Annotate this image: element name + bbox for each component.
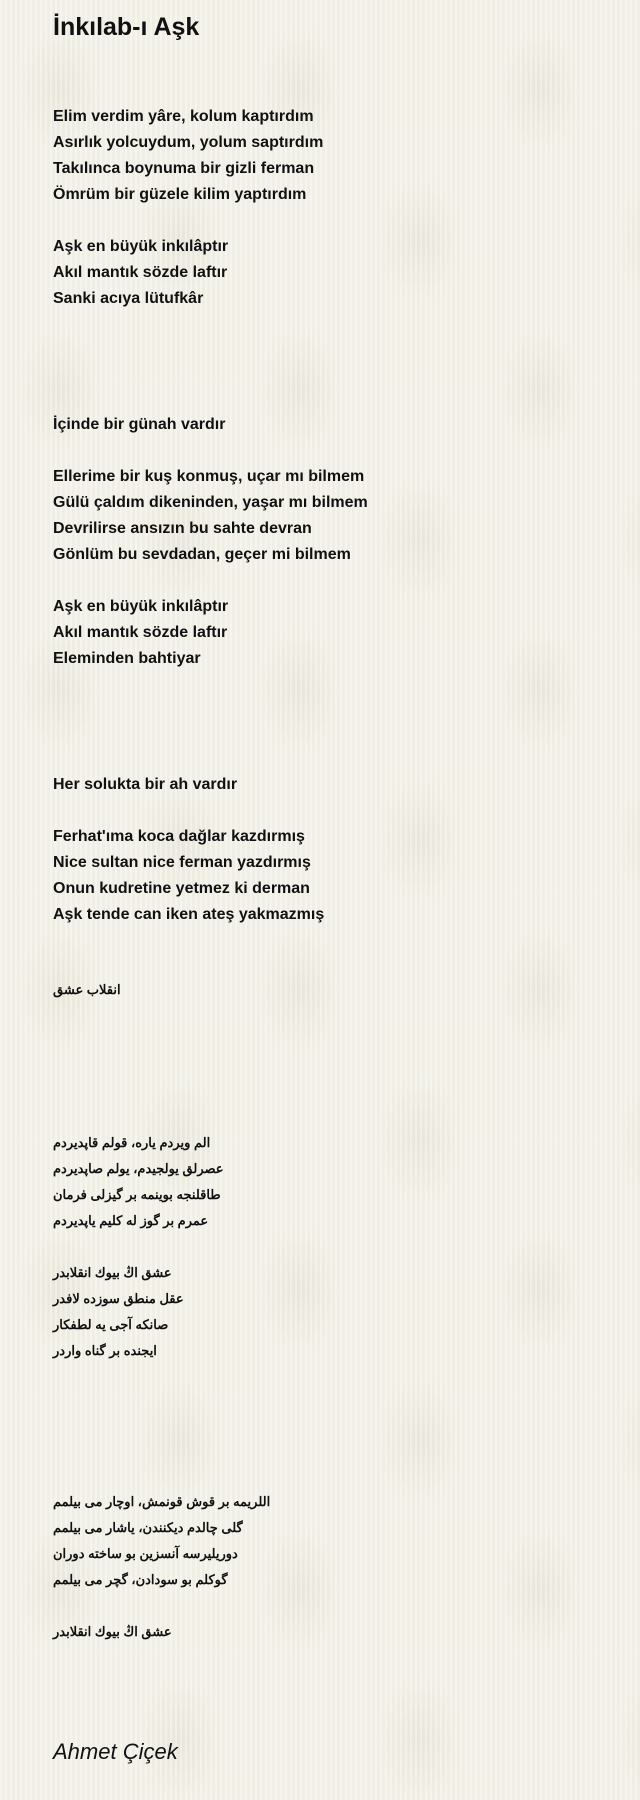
poem-line: Elim verdim yâre, kolum kaptırdım <box>53 108 314 125</box>
poem-line: Eleminden bahtiyar <box>53 650 201 667</box>
ottoman-line: ایجنده بر گناه واردر <box>53 1343 157 1358</box>
ottoman-title: انقلاب عشق <box>53 982 121 997</box>
poem-line: Aşk en büyük inkılâptır <box>53 598 229 615</box>
poem-line: Onun kudretine yetmez ki derman <box>53 880 310 897</box>
poem-line: Nice sultan nice ferman yazdırmış <box>53 854 311 871</box>
poem-line: Ömrüm bir güzele kilim yaptırdım <box>53 186 307 203</box>
ottoman-line: گوکلم بو سودادن، گچر می بیلمم <box>53 1572 228 1587</box>
ottoman-line: عشق اڭ بیوك انقلابدر <box>53 1265 172 1280</box>
ottoman-line: طاقلنجه بوینمه بر گیزلی فرمان <box>53 1187 221 1202</box>
poem-line: İçinde bir günah vardır <box>53 416 226 433</box>
poem-line: Akıl mantık sözde laftır <box>53 264 228 281</box>
poem-line: Akıl mantık sözde laftır <box>53 624 228 641</box>
ottoman-line: دوریلیرسه آنسزین بو ساخته دوران <box>53 1546 238 1561</box>
poem-line: Gülü çaldım dikeninden, yaşar mı bilmem <box>53 494 368 511</box>
poem-line: Takılınca boynuma bir gizli ferman <box>53 160 315 177</box>
poem-line: Devrilirse ansızın bu sahte devran <box>53 520 312 537</box>
poem-line: Sanki acıya lütufkâr <box>53 290 204 307</box>
poem-line: Ellerime bir kuş konmuş, uçar mı bilmem <box>53 468 365 485</box>
poem-line: Ferhat'ıma koca dağlar kazdırmış <box>53 828 305 845</box>
poem-line: Aşk tende can iken ateş yakmazmış <box>53 906 325 923</box>
poem-line: Asırlık yolcuydum, yolum saptırdım <box>53 134 324 151</box>
author-name: Ahmet Çiçek <box>53 1739 178 1764</box>
poem-line: Her solukta bir ah vardır <box>53 776 238 793</box>
poem-line: Gönlüm bu sevdadan, geçer mi bilmem <box>53 546 351 563</box>
ottoman-line: عقل منطق سوزده لافدر <box>53 1291 184 1306</box>
ottoman-line: صانکه آجی یه لطفکار <box>53 1317 169 1332</box>
ottoman-line: عصرلق یولجیدم، یولم صاپدیردم <box>53 1161 224 1176</box>
ottoman-line: عمرم بر گوز له کلیم یاپدیردم <box>53 1213 209 1228</box>
ottoman-line: اللریمه بر قوش قونمش، اوچار می بیلمم <box>53 1494 271 1509</box>
poem-line: Aşk en büyük inkılâptır <box>53 238 229 255</box>
ottoman-line: عشق اڭ بیوك انقلابدر <box>53 1624 172 1639</box>
ottoman-line: گلی چالدم دیکنندن، یاشار می بیلمم <box>53 1520 243 1535</box>
ottoman-line: الم ویردم یاره، قولم قاپدیردم <box>53 1135 211 1150</box>
poem-title: İnkılab-ı Aşk <box>53 13 200 41</box>
